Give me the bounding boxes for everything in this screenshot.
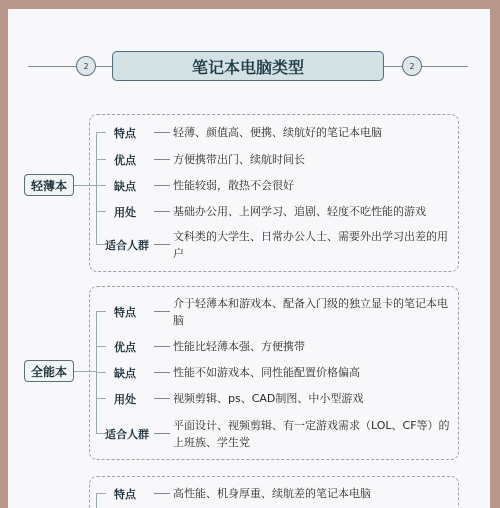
leader-line bbox=[154, 398, 170, 399]
row-text: 文科类的大学生、日常办公人士、需要外出学习出差的用户 bbox=[173, 230, 448, 260]
row-label: 优点 bbox=[114, 341, 136, 354]
branch-line bbox=[96, 211, 106, 212]
header-badge-left: 2 bbox=[76, 56, 96, 76]
header-right-line bbox=[384, 66, 468, 67]
category-allround: 全能本 bbox=[24, 360, 74, 382]
leader-line bbox=[154, 433, 170, 434]
row-label: 优点 bbox=[114, 154, 136, 167]
leader-line bbox=[154, 244, 170, 245]
row-label: 缺点 bbox=[114, 180, 136, 193]
branch-line bbox=[96, 132, 106, 133]
branch-line bbox=[96, 159, 106, 160]
leader-line bbox=[154, 311, 170, 312]
row-text: 视频剪辑、ps、CAD制图、中小型游戏 bbox=[173, 392, 364, 405]
row-text: 基础办公用、上网学习、追剧、轻度不吃性能的游戏 bbox=[173, 205, 426, 218]
row-label: 用处 bbox=[114, 393, 136, 406]
branch-line bbox=[96, 311, 106, 312]
row-text: 性能较弱，散热不会很好 bbox=[173, 179, 294, 192]
trunk-line bbox=[96, 493, 97, 508]
branch-line bbox=[96, 493, 106, 494]
row-text: 轻薄、颜值高、便携、续航好的笔记本电脑 bbox=[173, 126, 382, 139]
row-text: 性能比轻薄本强、方便携带 bbox=[173, 340, 305, 353]
header-left-line bbox=[28, 66, 112, 67]
branch-line bbox=[96, 398, 106, 399]
branch-line bbox=[96, 185, 106, 186]
connector bbox=[74, 185, 96, 186]
row-label: 适合人群 bbox=[105, 428, 149, 441]
leader-line bbox=[154, 372, 170, 373]
row-label: 适合人群 bbox=[105, 239, 149, 252]
leader-line bbox=[154, 211, 170, 212]
page-title: 笔记本电脑类型 bbox=[112, 51, 384, 81]
branch-line bbox=[96, 372, 106, 373]
row-text: 方便携带出门、续航时间长 bbox=[173, 153, 305, 166]
branch-line bbox=[96, 346, 106, 347]
row-text: 平面设计、视频剪辑、有一定游戏需求（LOL、CF等）的上班族、学生党 bbox=[173, 419, 450, 449]
leader-line bbox=[154, 132, 170, 133]
row-label: 缺点 bbox=[114, 367, 136, 380]
row-label: 特点 bbox=[114, 488, 136, 501]
category-ultrabook: 轻薄本 bbox=[24, 174, 74, 196]
mindmap-page bbox=[8, 9, 490, 508]
leader-line bbox=[154, 159, 170, 160]
row-text: 高性能、机身厚重、续航差的笔记本电脑 bbox=[173, 487, 371, 500]
header-badge-right: 2 bbox=[402, 56, 422, 76]
row-label: 特点 bbox=[114, 306, 136, 319]
connector bbox=[74, 371, 96, 372]
leader-line bbox=[154, 185, 170, 186]
leader-line bbox=[154, 493, 170, 494]
trunk-line bbox=[96, 132, 97, 244]
row-label: 特点 bbox=[114, 127, 136, 140]
leader-line bbox=[154, 346, 170, 347]
row-label: 用处 bbox=[114, 206, 136, 219]
row-text: 性能不如游戏本、同性能配置价格偏高 bbox=[173, 366, 360, 379]
row-text: 介于轻薄本和游戏本、配备入门级的独立显卡的笔记本电脑 bbox=[173, 297, 448, 327]
